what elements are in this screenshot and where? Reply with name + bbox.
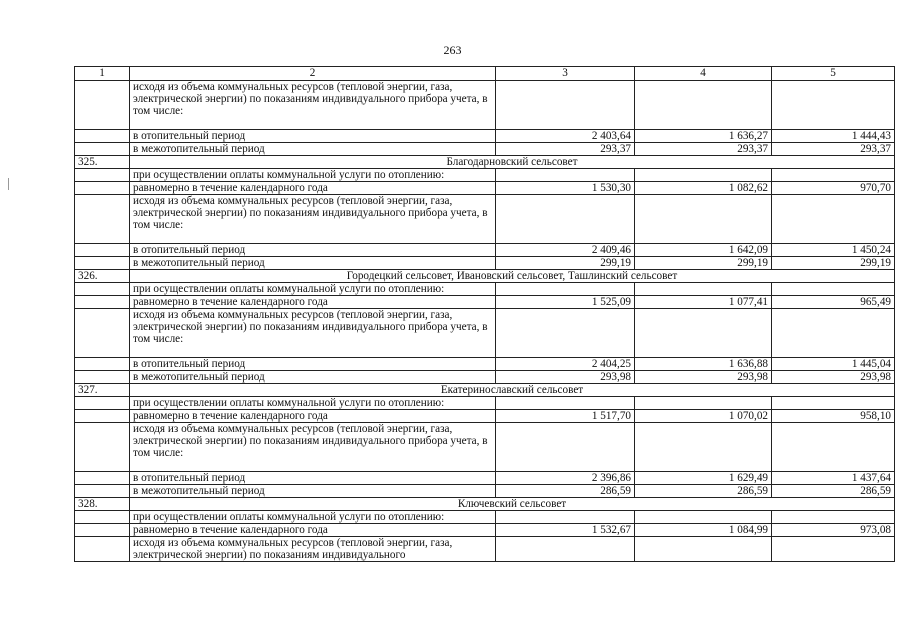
- value-col-3: [496, 283, 635, 296]
- value-col-3: [496, 195, 635, 244]
- tariff-description: при осуществлении оплаты коммунальной услуги по отоплению:: [130, 511, 496, 524]
- settlement-section-row: [75, 270, 895, 283]
- tariff-row: [75, 371, 895, 384]
- value-col-4: [635, 511, 772, 524]
- tariff-row: [75, 410, 895, 423]
- value-col-5: 1 445,04: [772, 358, 895, 371]
- tariff-row: [75, 81, 895, 130]
- column-number-2: 2: [130, 67, 496, 81]
- row-number-cell: [75, 524, 130, 537]
- settlement-section-row: [75, 156, 895, 169]
- tariff-row: [75, 283, 895, 296]
- value-col-3: 1 532,67: [496, 524, 635, 537]
- row-number-cell: [75, 169, 130, 182]
- row-number-cell: [75, 511, 130, 524]
- tariff-description: исходя из объема коммунальных ресурсов (тепловой энергии, газа, электрической энергии) по показаниям индивидуального прибора учета, в том числе:: [130, 423, 496, 472]
- value-col-4: [635, 81, 772, 130]
- tariff-description: при осуществлении оплаты коммунальной услуги по отоплению:: [130, 169, 496, 182]
- tariff-row: [75, 537, 895, 562]
- value-col-4: 1 629,49: [635, 472, 772, 485]
- row-number-cell: [75, 81, 130, 130]
- value-col-5: [772, 309, 895, 358]
- value-col-5: 1 450,24: [772, 244, 895, 257]
- tariff-description: равномерно в течение календарного года: [130, 410, 496, 423]
- value-col-4: [635, 423, 772, 472]
- value-col-3: 299,19: [496, 257, 635, 270]
- column-number-3: 3: [496, 67, 635, 81]
- value-col-3: [496, 423, 635, 472]
- tariff-table: [74, 66, 895, 562]
- value-col-5: [772, 283, 895, 296]
- settlement-name: Ключевский сельсовет: [130, 498, 895, 511]
- tariff-row: [75, 143, 895, 156]
- tariff-description: исходя из объема коммунальных ресурсов (тепловой энергии, газа, электрической энергии) по показаниям индивидуального прибора учета, в том числе:: [130, 81, 496, 130]
- row-number-cell: [75, 537, 130, 562]
- tariff-description: в межотопительный период: [130, 485, 496, 498]
- tariff-row: [75, 524, 895, 537]
- tariff-row: [75, 169, 895, 182]
- column-number-header-row: [75, 67, 895, 81]
- tariff-description: исходя из объема коммунальных ресурсов (тепловой энергии, газа, электрической энергии) по показаниям индивидуального прибора учета, в том числе:: [130, 195, 496, 244]
- tariff-row: [75, 358, 895, 371]
- row-number-cell: [75, 423, 130, 472]
- value-col-4: 1 077,41: [635, 296, 772, 309]
- tariff-table-body: [75, 67, 895, 562]
- value-col-4: [635, 537, 772, 562]
- value-col-3: 2 396,86: [496, 472, 635, 485]
- row-number-cell: [75, 397, 130, 410]
- tariff-row: [75, 195, 895, 244]
- row-number-cell: [75, 358, 130, 371]
- value-col-3: 293,98: [496, 371, 635, 384]
- tariff-description: исходя из объема коммунальных ресурсов (тепловой энергии, газа, электрической энергии) по показаниям индивидуального прибора учета, в том числе:: [130, 309, 496, 358]
- tariff-description: в отопительный период: [130, 244, 496, 257]
- value-col-3: [496, 511, 635, 524]
- column-number-1: 1: [75, 67, 130, 81]
- tariff-row: [75, 257, 895, 270]
- page-number: 263: [443, 43, 462, 57]
- section-number: 326.: [75, 270, 130, 283]
- value-col-4: [635, 169, 772, 182]
- value-col-3: 2 403,64: [496, 130, 635, 143]
- value-col-3: 1 525,09: [496, 296, 635, 309]
- value-col-4: 293,98: [635, 371, 772, 384]
- value-col-5: 973,08: [772, 524, 895, 537]
- settlement-name: Екатеринославский сельсовет: [130, 384, 895, 397]
- tariff-row: [75, 309, 895, 358]
- settlement-name: Городецкий сельсовет, Ивановский сельсовет, Ташлинский сельсовет: [130, 270, 895, 283]
- tariff-description: исходя из объема коммунальных ресурсов (тепловой энергии, газа, электрической энергии) по показаниям индивидуального: [130, 537, 496, 562]
- value-col-5: 958,10: [772, 410, 895, 423]
- tariff-row: [75, 182, 895, 195]
- value-col-4: 1 642,09: [635, 244, 772, 257]
- value-col-4: [635, 283, 772, 296]
- value-col-5: [772, 81, 895, 130]
- settlement-section-row: [75, 384, 895, 397]
- value-col-4: 1 084,99: [635, 524, 772, 537]
- column-number-4: 4: [635, 67, 772, 81]
- tariff-row: [75, 296, 895, 309]
- value-col-3: 2 409,46: [496, 244, 635, 257]
- row-number-cell: [75, 309, 130, 358]
- value-col-5: 965,49: [772, 296, 895, 309]
- row-number-cell: [75, 257, 130, 270]
- section-number: 327.: [75, 384, 130, 397]
- section-number: 328.: [75, 498, 130, 511]
- row-number-cell: [75, 410, 130, 423]
- value-col-3: 1 530,30: [496, 182, 635, 195]
- row-number-cell: [75, 283, 130, 296]
- value-col-5: 1 437,64: [772, 472, 895, 485]
- tariff-row: [75, 397, 895, 410]
- tariff-description: при осуществлении оплаты коммунальной услуги по отоплению:: [130, 283, 496, 296]
- value-col-5: [772, 169, 895, 182]
- value-col-5: 1 444,43: [772, 130, 895, 143]
- row-number-cell: [75, 182, 130, 195]
- tariff-description: в межотопительный период: [130, 143, 496, 156]
- value-col-3: 293,37: [496, 143, 635, 156]
- settlement-section-row: [75, 498, 895, 511]
- value-col-5: 293,37: [772, 143, 895, 156]
- tariff-description: при осуществлении оплаты коммунальной услуги по отоплению:: [130, 397, 496, 410]
- value-col-5: [772, 511, 895, 524]
- row-number-cell: [75, 296, 130, 309]
- tariff-row: [75, 511, 895, 524]
- tariff-description: равномерно в течение календарного года: [130, 182, 496, 195]
- row-number-cell: [75, 472, 130, 485]
- value-col-4: [635, 195, 772, 244]
- scan-edge-mark: [8, 178, 9, 190]
- value-col-4: 286,59: [635, 485, 772, 498]
- value-col-3: [496, 537, 635, 562]
- tariff-description: равномерно в течение календарного года: [130, 524, 496, 537]
- value-col-4: [635, 309, 772, 358]
- row-number-cell: [75, 485, 130, 498]
- value-col-5: [772, 397, 895, 410]
- section-number: 325.: [75, 156, 130, 169]
- value-col-5: 299,19: [772, 257, 895, 270]
- value-col-4: 1 636,88: [635, 358, 772, 371]
- tariff-row: [75, 130, 895, 143]
- value-col-4: 293,37: [635, 143, 772, 156]
- value-col-3: [496, 169, 635, 182]
- value-col-3: [496, 309, 635, 358]
- tariff-row: [75, 472, 895, 485]
- row-number-cell: [75, 195, 130, 244]
- value-col-3: 2 404,25: [496, 358, 635, 371]
- tariff-description: равномерно в течение календарного года: [130, 296, 496, 309]
- tariff-description: в отопительный период: [130, 472, 496, 485]
- value-col-3: 286,59: [496, 485, 635, 498]
- settlement-name: Благодарновский сельсовет: [130, 156, 895, 169]
- tariff-description: в межотопительный период: [130, 257, 496, 270]
- value-col-5: [772, 195, 895, 244]
- value-col-4: 1 082,62: [635, 182, 772, 195]
- value-col-3: [496, 397, 635, 410]
- row-number-cell: [75, 244, 130, 257]
- tariff-row: [75, 485, 895, 498]
- value-col-3: [496, 81, 635, 130]
- value-col-3: 1 517,70: [496, 410, 635, 423]
- tariff-description: в отопительный период: [130, 358, 496, 371]
- value-col-5: [772, 537, 895, 562]
- value-col-5: 286,59: [772, 485, 895, 498]
- value-col-4: [635, 397, 772, 410]
- row-number-cell: [75, 371, 130, 384]
- row-number-cell: [75, 143, 130, 156]
- value-col-4: 299,19: [635, 257, 772, 270]
- row-number-cell: [75, 130, 130, 143]
- tariff-description: в отопительный период: [130, 130, 496, 143]
- tariff-description: в межотопительный период: [130, 371, 496, 384]
- value-col-5: [772, 423, 895, 472]
- value-col-5: 970,70: [772, 182, 895, 195]
- value-col-4: 1 070,02: [635, 410, 772, 423]
- value-col-5: 293,98: [772, 371, 895, 384]
- column-number-5: 5: [772, 67, 895, 81]
- value-col-4: 1 636,27: [635, 130, 772, 143]
- tariff-row: [75, 423, 895, 472]
- tariff-row: [75, 244, 895, 257]
